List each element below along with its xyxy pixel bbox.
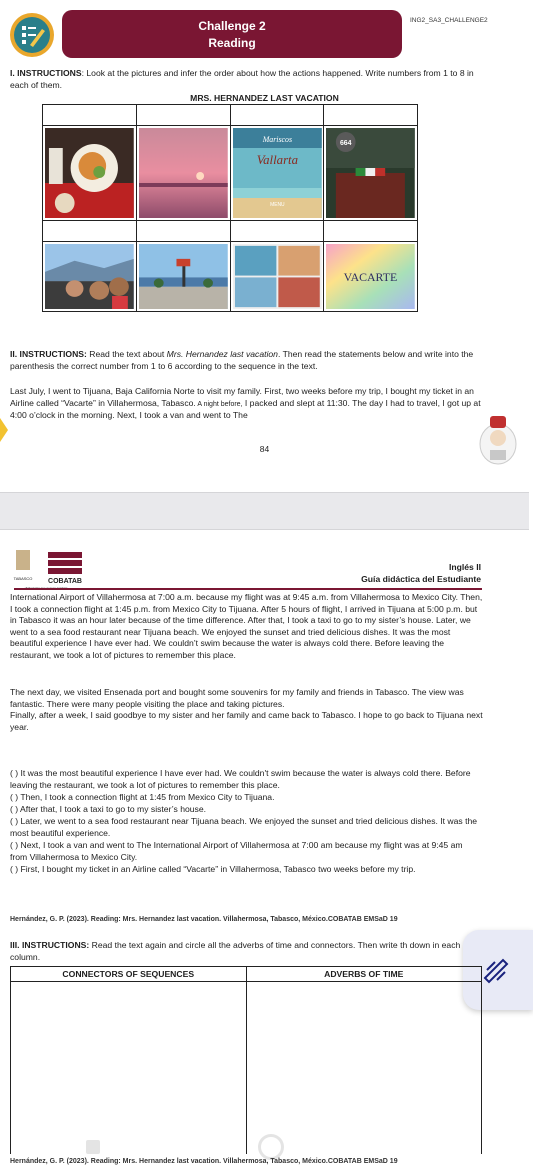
cobatab-logo-icon <box>13 550 106 590</box>
picture-restaurant-menu <box>231 126 325 220</box>
picture-collage <box>231 242 325 311</box>
story-paragraph-3: Finally, after a week, I said goodbye to my sister and her family and came back to Tabasco. I hope to go back to Tijuana next year. <box>10 710 483 732</box>
reference-bottom: Hernández, G. P. (2023). Reading: Mrs. Hernandez last vacation. Villahermosa, Tabasco, México.COBATAB EMSaD 19 <box>10 1158 398 1165</box>
story-part1-b: I packed and slept at 11:30. The day I had to travel, I got up at 4:00 o’clock in the morning. Next, I took a van and went to The <box>10 397 481 420</box>
number-box[interactable] <box>231 105 325 125</box>
col-adverbs-header: ADVERBS OF TIME <box>324 969 404 979</box>
statement-4[interactable]: ( ) Later, we went to a sea food restaurant near Tijuana beach. We enjoyed the sunset and tried delicious dishes. It was the most beautiful experience. <box>10 816 478 838</box>
col-adverbs-area[interactable] <box>247 980 482 1154</box>
section1-text: : Look at the pictures and infer the order about how the actions happened. Write numbers from 1 to 8 in each of them. <box>10 68 474 90</box>
section2-text-a: Read the text about <box>86 349 167 359</box>
number-box[interactable] <box>137 221 231 241</box>
mascot-icon <box>470 410 525 470</box>
section2-text-b: . Then read the statements below and write into the parenthesis the correct number from 1 to 6 according to the sequence in the text. <box>10 349 474 371</box>
number-row-2 <box>42 220 418 242</box>
story-paragraph-1: International Airport of Villahermosa at 7:00 a.m. because my flight was at 9:45 a.m. from Villahermosa to Mexico City. Then, I took a connection flight at 1:45 p.m. from Mexico City to Tijuana. After 5 hours of flight, I arrived in Tijuana at 5:00 p.m. but in Tabasco it was an hour later because of the time difference. After that, I took a taxi to go to my sister’s house. Later, we went to a sea food restaurant near Tijuana beach. We enjoyed the sunset and tried delicious dishes. It was the most beautiful experience I have ever had. We couldn’t swim because the water is always cold there. Before leaving the restaurant, we took a lot of pictures to remember this place. <box>10 592 483 660</box>
picture-sunset <box>137 126 231 220</box>
marisco-text: Mariscos <box>262 134 292 145</box>
checklist-pen-icon <box>10 13 54 57</box>
number-box[interactable] <box>43 105 137 125</box>
picture-vacarte-logo <box>324 242 417 311</box>
logo-sub: TABASCO <box>13 576 33 581</box>
picture-row-1 <box>42 126 418 220</box>
statement-2[interactable]: ( ) Then, I took a connection flight at 1:45 from Mexico City to Tijuana. <box>10 792 275 802</box>
picture-food <box>43 126 137 220</box>
statement-3[interactable]: ( ) After that, I took a taxi to go to my sister’s house. <box>10 804 206 814</box>
number-box[interactable] <box>324 105 417 125</box>
challenge-code: ING2_SA3_CHALLENGE2 <box>410 17 488 24</box>
section3-heading: III. INSTRUCTIONS: <box>10 940 90 950</box>
challenge-title: Challenge 2 <box>198 19 266 33</box>
vacarte-label: VACARTE <box>343 272 398 285</box>
section3-text: Read the text again and circle all the adverbs of time and connectors. Then write th down in each column. <box>10 940 461 962</box>
number-box[interactable] <box>137 105 231 125</box>
picture-bus-stop <box>324 126 417 220</box>
edit-float-icon <box>481 956 511 986</box>
story-part1 <box>10 386 488 422</box>
col-connectors-header: CONNECTORS OF SEQUENCES <box>11 967 247 981</box>
columns-body <box>10 980 482 1154</box>
number-box[interactable] <box>231 221 325 241</box>
statement-5[interactable]: ( ) Next, I took a van and went to The International Airport of Villahermosa at 7:00 am because my flight was at 9:45 am from Villahermosa to Mexico City. <box>10 840 463 862</box>
table-title: MRS. HERNANDEZ LAST VACATION <box>190 93 339 103</box>
vallarta-text: Vallarta <box>256 151 298 168</box>
section2-instructions <box>10 349 482 372</box>
section1-heading: I. INSTRUCTIONS <box>10 68 82 78</box>
menu-text: MENU <box>269 202 285 209</box>
number-box[interactable] <box>324 221 417 241</box>
picture-row-2 <box>42 242 418 312</box>
course-title: Inglés II <box>449 562 481 572</box>
section2-heading: II. INSTRUCTIONS: <box>10 349 87 359</box>
bus-label: 664 <box>340 139 352 148</box>
section1-instructions <box>10 68 482 91</box>
header-divider <box>14 588 482 590</box>
story-part1-a: Last July, I went to Tijuana, Baja California Norte to visit my family. First, two weeks before my trip, I bought my ticket in an Airline called “Vacarte” in Villahermosa, Tabasco. <box>10 386 474 408</box>
picture-ensenada-port <box>137 242 231 311</box>
page-number: 84 <box>259 444 270 454</box>
square-ghost-icon <box>86 1140 100 1154</box>
statement-1[interactable]: ( ) It was the most beautiful experience I have ever had. We couldn't swim because the water is always cold there. Before leaving the restaurant, we took a lot of pictures to remember this place. <box>10 768 471 790</box>
story-paragraph-2: The next day, we visited Ensenada port and bought some souvenirs for my family and friends in Tabasco. The view was fantastic. There were many people visiting the place and taking pictures. <box>10 687 464 709</box>
picture-grid <box>42 104 418 312</box>
section3-instructions <box>10 940 470 963</box>
logo-text: COBATAB <box>48 578 82 585</box>
story-part1-small: A night before, <box>195 400 243 408</box>
challenge-subtitle: Reading <box>208 36 256 50</box>
challenge-banner <box>62 10 402 58</box>
number-box[interactable] <box>43 221 137 241</box>
number-row-1 <box>42 104 418 126</box>
guide-title: Guía didáctica del Estudiante <box>361 574 481 584</box>
picture-family-port <box>43 242 137 311</box>
page-gap <box>0 492 529 530</box>
page-84 <box>0 0 529 492</box>
reference: Hernández, G. P. (2023). Reading: Mrs. Hernandez last vacation. Villahermosa, Tabasco, México.COBATAB EMSaD 19 <box>10 916 398 923</box>
section2-text-italic: Mrs. Hernandez last vacation <box>166 349 278 359</box>
col-connectors-area[interactable] <box>11 980 247 1154</box>
page-85 <box>0 530 529 1170</box>
statement-6[interactable]: ( ) First, I bought my ticket in an Airline called “Vacarte” in Villahermosa, Tabasco two weeks before my trip. <box>10 864 416 874</box>
